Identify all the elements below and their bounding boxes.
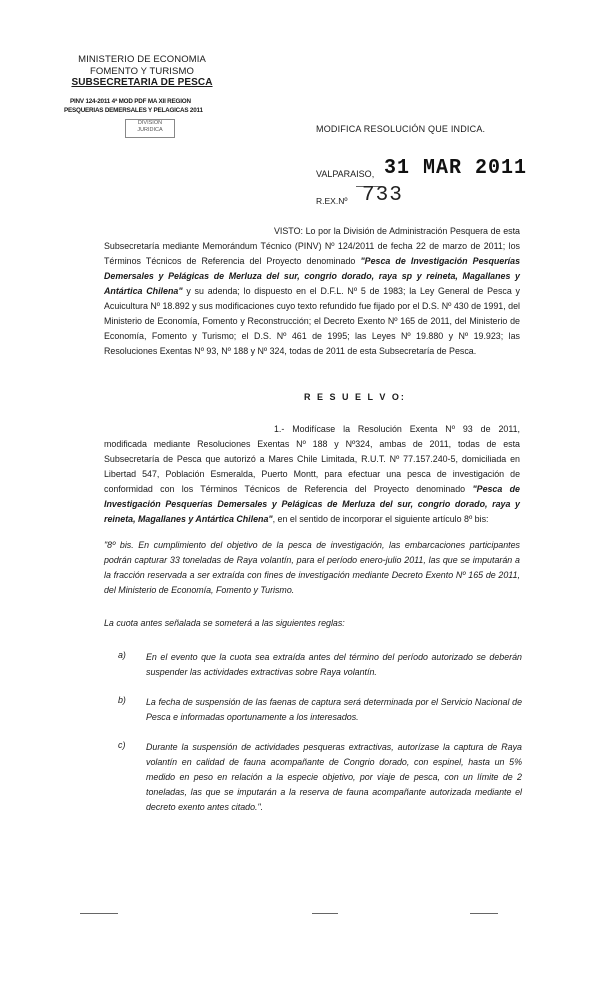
article-1-lead: 1.- Modifícase la Resolución Exenta Nº 93 de 2011,: [274, 424, 520, 434]
stamp-line-1: PINV 124-2011 4ª MOD PDF MA XII REGION: [70, 98, 191, 105]
rule-c-text: Durante la suspensión de actividades pesqueras extractivas, autorízase la captura de Raya volantín en calidad de fauna acompañante de Congrio dorado, con espinel, hasta un 5% medido en peso en relación a la especie objetivo, por viaje de pesca, con un límite de 2 toneladas, las que se imputarán a la reserva de fauna acompañante autorizada mediante el decreto exento antes citado.".: [146, 742, 522, 812]
resolution-number: 733: [362, 184, 403, 207]
rule-b-text: La fecha de suspensión de las faenas de captura será determinada por el Servicio Nacional de Pesca e informadas oportunamente a los interesados.: [146, 697, 522, 722]
ministry-name: MINISTERIO DE ECONOMIA: [78, 54, 206, 65]
article-1-text: modificada mediante Resoluciones Exentas Nº 188 y Nº324, ambas de 2011, todas de esta Subsecretaría de Pesca que autorizó a Mares Chile Limitada, R.U.T. Nº 77.157.240-5, domiciliada en Libertad 547, Población Esmeralda, Puerto Montt, para efectuar una pesca de investigación de conformidad con los Términos Técnicos de Referencia del Proyecto denominado: [104, 439, 520, 494]
division-stamp: [125, 119, 175, 138]
footer-mark-3: [470, 913, 498, 914]
visto-text: por la División de Administración Pesquera de esta Subsecretaría mediante Memorándum Técnico (PINV) Nº 124/2011 de fecha 22 de marzo de 2011; los Términos Técnicos de Referencia del Proyecto denominado: [104, 226, 520, 266]
article-1-paragraph: [104, 422, 520, 527]
visto-paragraph: [104, 224, 520, 359]
rule-b-mark: b): [118, 695, 126, 705]
visto-tail: y su adenda; lo dispuesto en el D.F.L. Nº 5 de 1983; la Ley General de Pesca y Acuicultura Nº 18.892 y sus modificaciones cuyo texto refundido fue fijado por el D.S. Nº 430 de 1991, del Ministerio de Economía, Fomento y Reconstrucción; el Decreto Exento Nº 165 de 2011, del Ministerio de Economía, Fomento y Turismo; el D.S. Nº 461 de 1995; las Leyes Nº 19.880 y Nº 19.923; las Resoluciones Exentas Nº 93, Nº 188 y Nº 324, todas de 2011 de esta Subsecretaría de Pesca.: [104, 286, 520, 356]
stamp-line-2: PESQUERIAS DEMERSALES Y PELAGICAS 2011: [64, 107, 203, 114]
document-date-stamp: 31 MAR 2011: [384, 156, 528, 181]
rules-intro: La cuota antes señalada se someterá a las siguientes reglas:: [104, 618, 345, 628]
document-subject: MODIFICA RESOLUCIÓN QUE INDICA.: [316, 124, 486, 134]
article-1-tail: , en el sentido de incorporar el siguiente artículo 8º bis:: [272, 514, 489, 524]
division-stamp-line-2: JURIDICA: [137, 127, 163, 133]
visto-lead: VISTO: Lo: [274, 226, 316, 236]
rule-c-mark: c): [118, 740, 126, 750]
subsecretaria-name: SUBSECRETARIA DE PESCA: [71, 77, 213, 88]
resolution-label: R.EX.Nº: [316, 196, 348, 206]
rule-a-text: En el evento que la cuota sea extraída antes del término del período autorizado se deberán suspender las actividades extractivas sobre Raya volantín.: [146, 652, 522, 677]
ministry-subtitle: FOMENTO Y TURISMO: [90, 65, 194, 77]
resuelvo-heading: R E S U E L V O:: [304, 392, 406, 402]
rule-a-mark: a): [118, 650, 126, 660]
division-stamp-line-1: DIVISION: [137, 120, 163, 126]
article-1-project-name: "Pesca de Investigación Pesquerías Demersales y Pelágicas de Merluza del sur, congrio dorado, raya y reineta, Magallanes y Antártica Chilena": [104, 484, 520, 524]
footer-mark-1: [80, 913, 118, 914]
footer-mark-2: [312, 913, 338, 914]
ministry-header: [62, 54, 222, 89]
document-place: VALPARAISO,: [316, 169, 375, 179]
article-8-bis-quote: "8º bis. En cumplimiento del objetivo de la pesca de investigación, las embarcaciones participantes podrán capturar 33 toneladas de Raya volantín, para el período enero-julio 2011, las que se imputarán a la fracción reservada a ser extraída con fines de investigación mediante Decreto Exento Nº 165 de 2011, del Ministerio de Economía, Fomento y Turismo.: [104, 540, 520, 595]
visto-project-name: "Pesca de Investigación Pesquerías Demersales y Pelágicas de Merluza del sur, congrio dorado, raya sp y reineta, Magallanes y Antártica Chilena": [104, 256, 521, 296]
